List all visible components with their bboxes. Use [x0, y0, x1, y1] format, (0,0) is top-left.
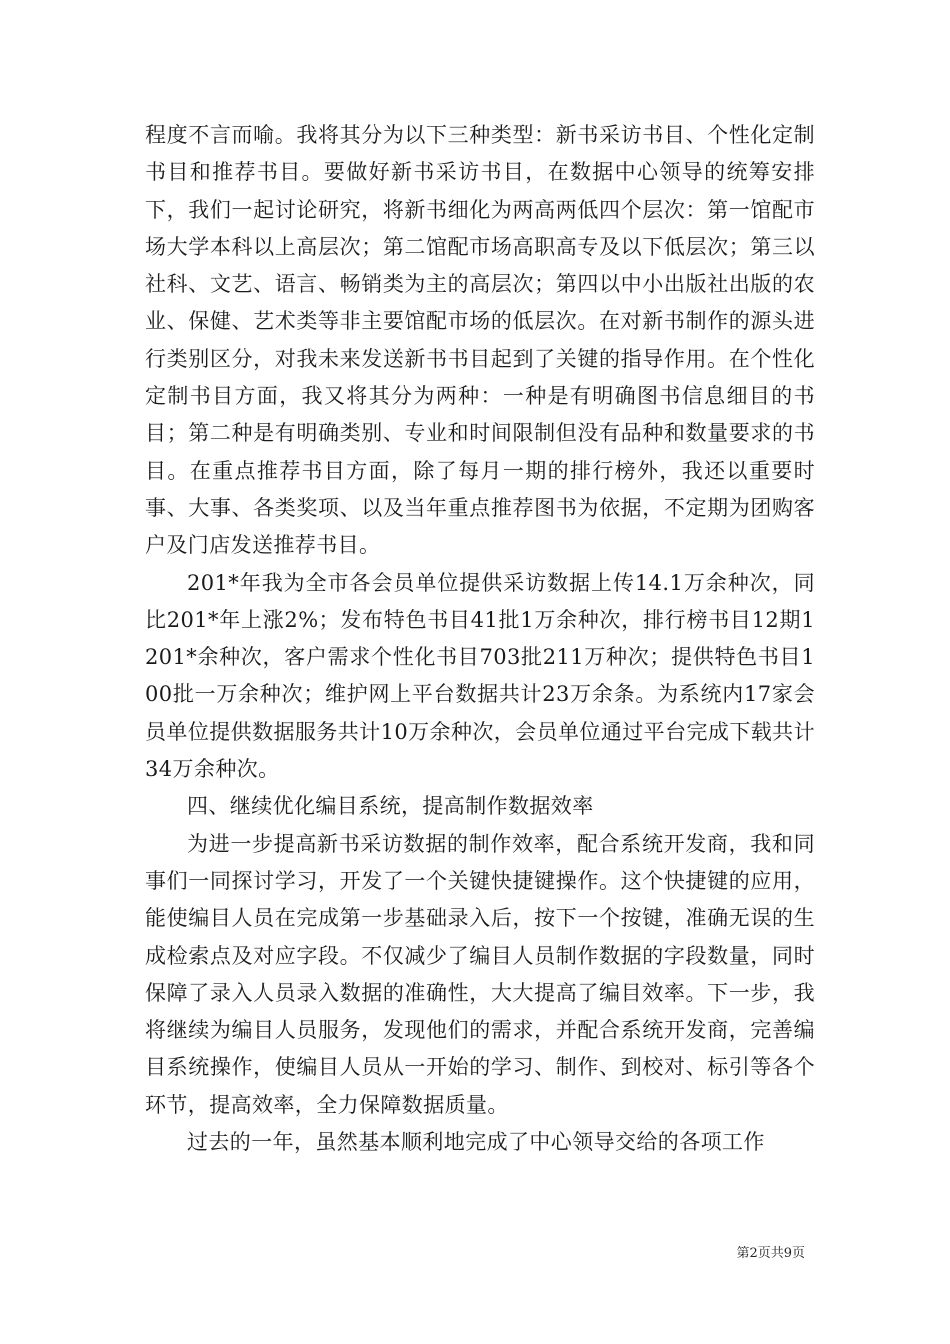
- document-body: [145, 117, 815, 1161]
- section-heading: 四、继续优化编目系统，提高制作数据效率: [187, 794, 594, 819]
- page-number: 第2页共9页: [736, 1246, 805, 1261]
- paragraph-cataloging: 为进一步提高新书采访数据的制作效率，配合系统开发商，我和同事们一同探讨学习，开发了一个关键快捷键操作。这个快捷键的应用，能使编目人员在完成第一步基础录入后，按下一个按键，准确无误的生成检索点及对应字段。不仅减少了编目人员制作数据的字段数量，同时保障了录入人员录入数据的准确性，大大提高了编目效率。下一步，我将继续为编目人员服务，发现他们的需求，并配合系统开发商，完善编目系统操作，使编目人员从一开始的学习、制作、到校对、标引等各个环节，提高效率，全力保障数据质量。: [145, 831, 815, 1117]
- paragraph-statistics: 201*年我为全市各会员单位提供采访数据上传14.1万余种次，同比201*年上涨2%；发布特色书目41批1万余种次，排行榜书目12期1201*余种次，客户需求个性化书目703批211万种次；提供特色书目100批一万余种次；维护网上平台数据共计23万余条。为系统内17家会员单位提供数据服务共计10万余种次，会员单位通过平台完成下载共计34万余种次。: [145, 570, 815, 782]
- paragraph-summary: 过去的一年，虽然基本顺利地完成了中心领导交给的各项工作: [187, 1130, 765, 1155]
- paragraph-continued: 程度不言而喻。我将其分为以下三种类型：新书采访书目、个性化定制书目和推荐书目。要做好新书采访书目，在数据中心领导的统筹安排下，我们一起讨论研究，将新书细化为两高两低四个层次：第一馆配市场大学本科以上高层次；第二馆配市场高职高专及以下低层次；第三以社科、文艺、语言、畅销类为主的高层次；第四以中小出版社出版的农业、保健、艺术类等非主要馆配市场的低层次。在对新书制作的源头进行类别区分，对我未来发送新书书目起到了关键的指导作用。在个性化定制书目方面，我又将其分为两种：一种是有明确图书信息细目的书目；第二种是有明确类别、专业和时间限制但没有品种和数量要求的书目。在重点推荐书目方面，除了每月一期的排行榜外，我还以重要时事、大事、各类奖项、以及当年重点推荐图书为依据，不定期为团购客户及门店发送推荐书目。: [145, 123, 815, 558]
